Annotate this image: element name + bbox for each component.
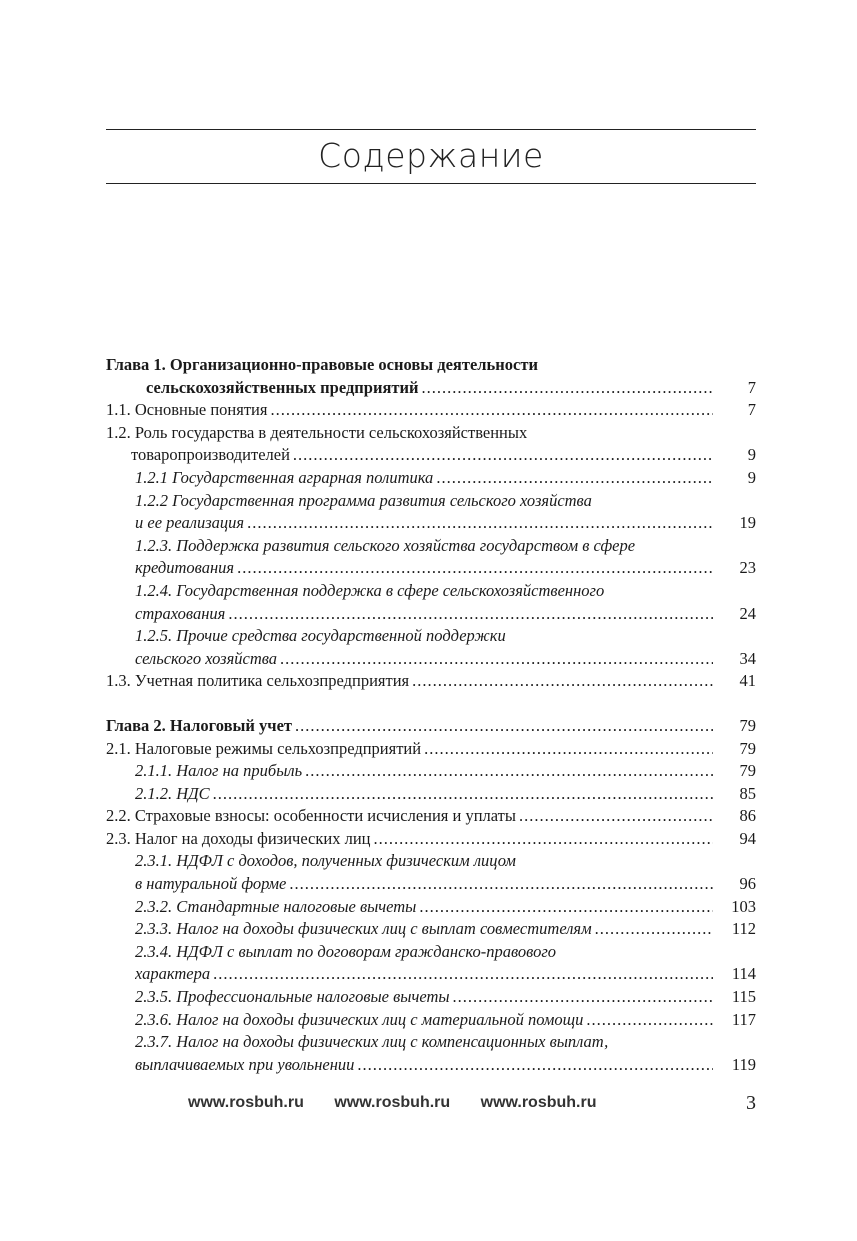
page-footer <box>106 1094 756 1118</box>
toc-page-number: 79 <box>739 715 756 735</box>
page-number: 3 <box>746 1092 756 1114</box>
toc-page-number: 103 <box>731 896 756 916</box>
toc-section-2-3-6[interactable] <box>106 1009 756 1032</box>
table-of-contents <box>106 354 756 1076</box>
dot-leader <box>280 648 713 671</box>
toc-entry-text: в натуральной форме <box>135 874 287 894</box>
dot-leader <box>419 896 713 919</box>
dot-leader <box>213 963 713 986</box>
toc-page-number: 117 <box>731 1009 756 1029</box>
dot-leader <box>436 467 713 490</box>
toc-section-1-3[interactable] <box>106 670 756 693</box>
toc-entry-text: 1.2.5. Прочие средства государственной поддержки <box>135 626 506 646</box>
toc-section-2-3-5[interactable] <box>106 986 756 1009</box>
dot-leader <box>213 783 713 806</box>
toc-page-number: 85 <box>739 783 756 803</box>
toc-entry-text: 2.1.1. Налог на прибыль <box>135 761 303 781</box>
toc-section-1-2-5[interactable] <box>106 625 756 670</box>
toc-entry-text: 2.3.6. Налог на доходы физических лиц с материальной помощи <box>135 1009 584 1029</box>
toc-entry-text: 1.2.1 Государственная аграрная политика <box>135 467 434 487</box>
toc-entry-text: сельского хозяйства <box>135 648 278 668</box>
toc-section-1-2-3[interactable] <box>106 535 756 580</box>
toc-page-number: 7 <box>747 377 756 397</box>
toc-page-number: 23 <box>739 558 756 578</box>
toc-page-number: 86 <box>739 806 756 826</box>
title-rule-top <box>106 129 756 130</box>
toc-entry-text: 2.3.7. Налог на доходы физических лиц с компенсационных выплат, <box>135 1032 609 1052</box>
toc-section-2-1-1[interactable] <box>106 760 756 783</box>
toc-section-1-2[interactable] <box>106 422 756 467</box>
toc-entry-text: 1.2. Роль государства в деятельности сельскохозяйственных <box>106 422 528 442</box>
toc-page-number: 119 <box>731 1054 756 1074</box>
dot-leader <box>412 670 713 693</box>
dot-leader <box>519 805 713 828</box>
toc-entry-text: 1.2.4. Государственная поддержка в сфере сельскохозяйственного <box>135 580 605 600</box>
toc-section-2-3-4[interactable] <box>106 941 756 986</box>
toc-entry-text: 1.1. Основные понятия <box>106 400 268 420</box>
toc-entry-text: 2.2. Страховые взносы: особенности исчисления и уплаты <box>106 806 516 826</box>
toc-section-1-2-2[interactable] <box>106 490 756 535</box>
toc-entry-text: 2.3.3. Налог на доходы физических лиц с выплат совместителям <box>135 919 592 939</box>
toc-page-number: 9 <box>747 445 756 465</box>
toc-entry-text: 2.3. Налог на доходы физических лиц <box>106 828 371 848</box>
toc-entry-text: сельскохозяйственных предприятий <box>146 377 419 397</box>
toc-page-number: 79 <box>739 738 756 758</box>
toc-section-1-2-1[interactable] <box>106 467 756 490</box>
toc-page-number: 19 <box>739 513 756 533</box>
dot-leader <box>237 557 713 580</box>
toc-page-number: 7 <box>747 400 756 420</box>
title-rule-bottom <box>106 183 756 184</box>
toc-entry-text: 2.3.4. НДФЛ с выплат по договорам гражданско-правового <box>135 941 557 961</box>
toc-page-number: 41 <box>739 671 756 691</box>
toc-entry-text: 1.2.3. Поддержка развития сельского хозяйства государством в сфере <box>135 535 636 555</box>
toc-chapter-1[interactable] <box>106 354 756 399</box>
dot-leader <box>586 1009 713 1032</box>
toc-chapter-2[interactable] <box>106 715 756 738</box>
toc-section-2-3[interactable] <box>106 828 756 851</box>
toc-entry-text: характера <box>135 964 211 984</box>
dot-leader <box>453 986 713 1009</box>
toc-page-number: 114 <box>731 964 756 984</box>
dot-leader <box>270 399 713 422</box>
toc-entry-text: кредитования <box>135 558 235 578</box>
toc-entry-text: 2.3.2. Стандартные налоговые вычеты <box>135 896 417 916</box>
dot-leader <box>295 715 713 738</box>
dot-leader <box>424 738 713 761</box>
dot-leader <box>422 377 713 400</box>
toc-page-number: 79 <box>739 761 756 781</box>
toc-entry-text: 1.3. Учетная политика сельхозпредприятия <box>106 671 410 691</box>
footer-site-link[interactable]: www.rosbuh.ru <box>480 1094 597 1111</box>
page-title: Содержание <box>318 136 544 175</box>
toc-entry-text: Глава 1. Организационно-правовые основы деятельности <box>106 355 538 374</box>
toc-section-2-3-7[interactable] <box>106 1031 756 1076</box>
toc-section-2-1-2[interactable] <box>106 783 756 806</box>
toc-entry-text: и ее реализация <box>135 513 245 533</box>
toc-section-2-2[interactable] <box>106 805 756 828</box>
toc-page-number: 9 <box>747 467 756 487</box>
toc-entry-text: 2.3.1. НДФЛ с доходов, полученных физическим лицом <box>135 851 516 871</box>
toc-entry-text: товаропроизводителей <box>131 445 290 465</box>
toc-section-2-1[interactable] <box>106 738 756 761</box>
toc-page-number: 94 <box>739 828 756 848</box>
chapter-gap <box>106 693 756 715</box>
toc-page-number: 96 <box>739 874 756 894</box>
dot-leader <box>293 444 713 467</box>
toc-entry-text: 2.3.5. Профессиональные налоговые вычеты <box>135 987 450 1007</box>
dot-leader <box>228 603 713 626</box>
toc-section-2-3-2[interactable] <box>106 896 756 919</box>
toc-section-1-1[interactable] <box>106 399 756 422</box>
footer-site-link[interactable]: www.rosbuh.ru <box>188 1094 304 1111</box>
toc-entry-text: 1.2.2 Государственная программа развития сельского хозяйства <box>135 490 592 510</box>
toc-page-number: 24 <box>739 603 756 623</box>
dot-leader <box>289 873 713 896</box>
toc-section-1-2-4[interactable] <box>106 580 756 625</box>
dot-leader <box>374 828 714 851</box>
dot-leader <box>247 512 713 535</box>
toc-entry-text: 2.1. Налоговые режимы сельхозпредприятий <box>106 738 422 758</box>
toc-section-2-3-1[interactable] <box>106 850 756 895</box>
toc-entry-text: 2.1.2. НДС <box>135 783 210 803</box>
footer-site-link[interactable]: www.rosbuh.ru <box>334 1094 451 1111</box>
toc-page-number: 34 <box>739 648 756 668</box>
dot-leader <box>305 760 713 783</box>
toc-page-number: 112 <box>731 919 756 939</box>
toc-page-number: 115 <box>731 987 756 1007</box>
dot-leader <box>357 1054 713 1077</box>
toc-entry-text: выплачиваемых при увольнении <box>135 1054 355 1074</box>
toc-entry-text: Глава 2. Налоговый учет <box>106 715 292 735</box>
footer-links <box>188 1094 622 1112</box>
toc-section-2-3-3[interactable] <box>106 918 756 941</box>
toc-entry-text: страхования <box>135 603 226 623</box>
dot-leader <box>595 918 713 941</box>
